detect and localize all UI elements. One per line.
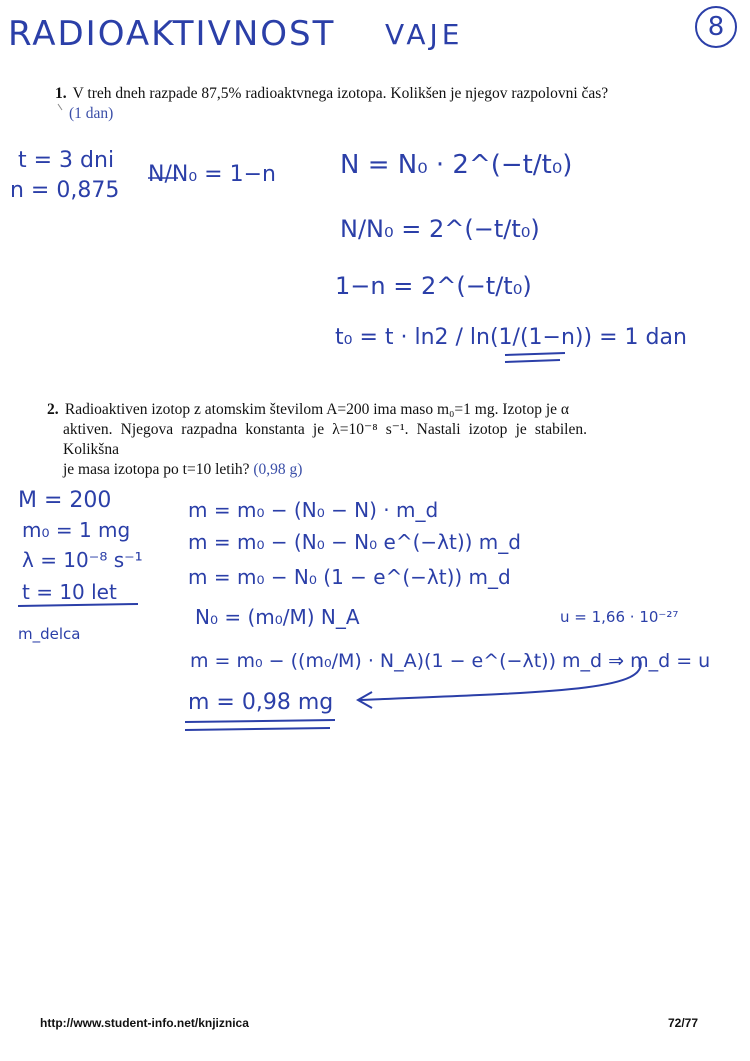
p2-eq-5: m = m₀ − ((m₀/M) · N_A)(1 − e^(−λt)) m_d ⇒ m_d = u [190, 650, 711, 672]
p2-given-m: M = 200 [18, 488, 112, 513]
p2-side-note: u = 1,66 · 10⁻²⁷ [560, 608, 679, 626]
handwritten-subtitle: VAJE [385, 18, 464, 51]
problem-2-text-line2: aktiven. Njegova razpadna konstanta je λ=10⁻⁸ s⁻¹. Nastali izotop je stabilen. Kolikšna [63, 421, 587, 458]
answer-underline-2 [505, 360, 560, 362]
p2-given-t: t = 10 let [22, 580, 117, 604]
p1-formula-2: N/N₀ = 2^(−t/t₀) [340, 215, 540, 243]
p2-result: m = 0,98 mg [188, 690, 334, 715]
result-arrow [360, 660, 641, 700]
p2-given-lambda: λ = 10⁻⁸ s⁻¹ [22, 548, 143, 572]
problem-2-number: 2. [47, 401, 59, 418]
problem-1-text: V treh dneh razpade 87,5% radioaktvnega izotopa. Kolikšen je njegov razpolovni čas? [72, 85, 609, 102]
p1-given-n: n = 0,875 [10, 178, 120, 203]
result-underline-2 [185, 728, 330, 730]
p2-eq-1: m = m₀ − (N₀ − N) · m_d [188, 498, 439, 522]
p2-eq-3: m = m₀ − N₀ (1 − e^(−λt)) m_d [188, 565, 511, 589]
problem-2-text-line3: je masa izotopa po t=10 letih? [63, 461, 250, 478]
p2-eq-4: N₀ = (m₀/M) N_A [195, 605, 360, 629]
handwritten-title: RADIOAKTIVNOST [8, 14, 336, 54]
problem-1-number: 1. [55, 85, 67, 102]
p2-given-m0: m₀ = 1 mg [22, 518, 131, 542]
given-underline [18, 604, 138, 606]
p1-formula-4: t₀ = t · ln2 / ln(1/(1−n)) = 1 dan [335, 325, 687, 350]
result-underline-1 [185, 720, 335, 722]
p1-formula-3: 1−n = 2^(−t/t₀) [335, 272, 532, 300]
problem-1-answer: (1 dan) [69, 105, 114, 122]
problem-2-answer: (0,98 g) [253, 461, 303, 478]
problem-2-text-line1: Radioaktiven izotop z atomskim številom A=200 ima maso m₀=1 mg. Izotop je α [64, 401, 569, 418]
page-number-circle: 8 [695, 6, 737, 48]
p1-ratio: N/N₀ = 1−n [148, 162, 276, 187]
margin-tick [58, 104, 62, 110]
footer-page-number: 72/77 [668, 1016, 699, 1030]
answer-underline-1 [505, 353, 565, 355]
footer-url: http://www.student-info.net/knjiznica [40, 1016, 249, 1030]
p1-given-t: t = 3 dni [18, 148, 115, 173]
p1-formula-1: N = N₀ · 2^(−t/t₀) [340, 150, 573, 180]
p2-eq-2: m = m₀ − (N₀ − N₀ e^(−λt)) m_d [188, 530, 521, 554]
p2-given-md: m_delca [18, 625, 81, 643]
